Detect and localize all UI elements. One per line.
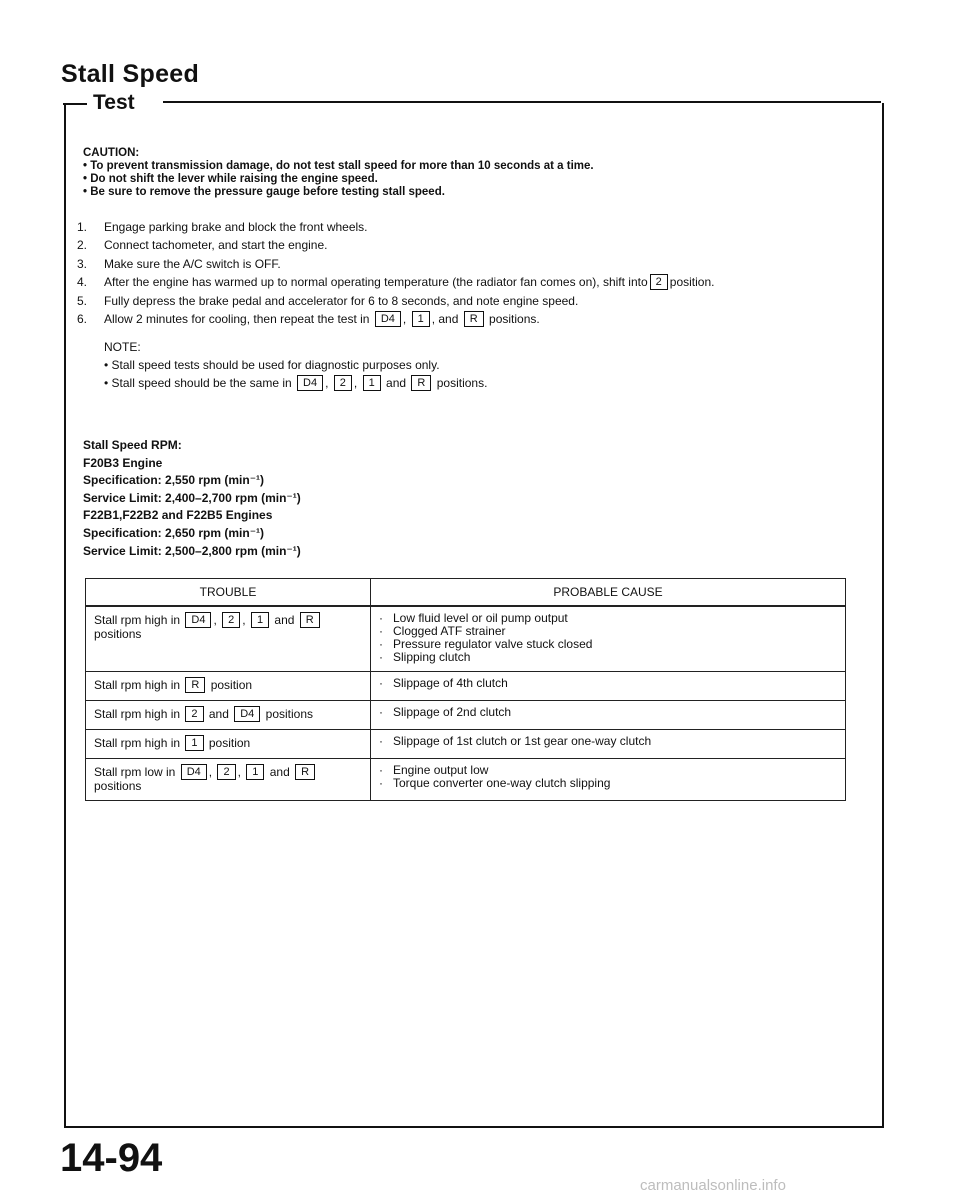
spec-heading: Stall Speed RPM: (83, 438, 182, 452)
step-text: Fully depress the brake pedal and accelerator for 6 to 8 seconds, and note engine speed. (104, 293, 579, 308)
watermark: carmanualsonline.info (640, 1177, 786, 1194)
cause-item: · Engine output low (379, 764, 837, 777)
section-title: Test (93, 91, 135, 114)
step-text-fragment: After the engine has warmed up to normal operating temperature (the radiator fan comes on), shift into (104, 275, 648, 290)
trouble-cell (86, 701, 371, 730)
trouble-text: positions (94, 779, 142, 793)
trouble-text: Stall rpm high in (94, 736, 181, 750)
step-number: 2. (77, 238, 88, 253)
step-text-fragment: position. (669, 275, 715, 290)
trouble-cell (86, 730, 371, 759)
spec-limit: Service Limit: 2,500–2,800 rpm (min⁻¹) (83, 543, 301, 558)
trouble-cell (86, 606, 371, 672)
trouble-text: Stall rpm high in (94, 613, 181, 627)
trouble-text: Stall rpm low in (94, 765, 176, 779)
step-number: 1. (77, 220, 88, 234)
trouble-text: and (208, 707, 229, 721)
note-item: • Stall speed should be the same in D4 , 2 , 1 and R positions. (104, 376, 488, 390)
table-row (86, 701, 846, 730)
caution-heading: CAUTION: (83, 147, 140, 159)
cause-cell (371, 701, 846, 730)
trouble-text: and (274, 613, 295, 627)
trouble-text: , (213, 613, 217, 627)
stall-speed-specs (83, 437, 683, 560)
table-row (86, 759, 846, 801)
step-item (77, 292, 867, 310)
gear-position-key: 1 (185, 735, 203, 751)
table-row (86, 730, 846, 759)
step-text: Make sure the A/C switch is OFF. (104, 256, 281, 271)
gear-position-key: 2 (217, 764, 235, 780)
gear-position-key: R (411, 375, 431, 391)
trouble-text: , (208, 765, 213, 779)
cause-cell (371, 672, 846, 701)
trouble-cell (86, 759, 371, 801)
caution-text: Do not shift the lever while raising the engine speed. (90, 173, 378, 185)
gear-position-key: 1 (251, 612, 269, 628)
note-label: NOTE: (104, 340, 141, 354)
step-text: Engage parking brake and block the front wheels. (104, 220, 368, 234)
step-text (104, 310, 540, 328)
gear-position-key: R (464, 311, 484, 327)
step-number: 6. (77, 312, 88, 327)
gear-position-key: R (300, 612, 320, 628)
gear-position-key: 2 (650, 274, 668, 290)
spec-engine: F22B1,F22B2 and F22B5 Engines (83, 508, 273, 523)
spec-limit: Service Limit: 2,400–2,700 rpm (min⁻¹) (83, 490, 301, 505)
spec-value: Specification: 2,550 rpm (min⁻¹) (83, 473, 265, 488)
trouble-text: , (237, 765, 241, 779)
gear-position-key: 1 (363, 375, 381, 391)
step-text (104, 273, 714, 291)
trouble-text: and (269, 765, 290, 779)
cause-item: · Slipping clutch (379, 651, 837, 664)
caution-item: • Be sure to remove the pressure gauge before testing stall speed. (83, 186, 445, 198)
step-text-fragment: , and (431, 312, 459, 327)
trouble-cell (86, 672, 371, 701)
note-text: , (325, 376, 329, 390)
gear-position-key: D4 (181, 764, 207, 780)
gear-position-key: D4 (375, 311, 401, 327)
cause-item: · Clogged ATF strainer (379, 625, 837, 638)
gear-position-key: R (295, 764, 315, 780)
table-row (86, 606, 846, 672)
column-header-cause: PROBABLE CAUSE (371, 579, 846, 607)
step-text: Connect tachometer, and start the engine. (104, 238, 328, 253)
trouble-text: position (210, 678, 253, 692)
trouble-text: Stall rpm high in (94, 707, 181, 721)
gear-position-key: D4 (234, 706, 260, 722)
table-row (86, 672, 846, 701)
page-number: 14-94 (60, 1136, 163, 1180)
spec-engine: F20B3 Engine (83, 455, 163, 470)
step-item (77, 310, 867, 328)
column-header-trouble: TROUBLE (86, 579, 371, 607)
cause-cell (371, 730, 846, 759)
cause-item: · Slippage of 2nd clutch (379, 706, 837, 719)
gear-position-key: 1 (412, 311, 430, 327)
note-text: Stall speed should be the same in (111, 376, 292, 390)
trouble-text: positions (94, 627, 142, 641)
note-text: Stall speed tests should be used for diagnostic purposes only. (111, 358, 440, 372)
cause-item: · Torque converter one-way clutch slipping (379, 777, 837, 790)
step-number: 4. (77, 275, 88, 290)
trouble-text: Stall rpm high in (94, 678, 181, 692)
gear-position-key: 2 (222, 612, 240, 628)
caution-text: Be sure to remove the pressure gauge before testing stall speed. (90, 186, 445, 198)
gear-position-key: 2 (334, 375, 352, 391)
step-text-fragment: , (402, 312, 407, 327)
cause-item: · Pressure regulator valve stuck closed (379, 638, 837, 651)
step-text-fragment: positions. (489, 312, 540, 327)
step-item (77, 236, 867, 254)
troubleshooting-table (85, 578, 846, 801)
step-item (77, 218, 867, 236)
procedure-steps (77, 218, 867, 328)
note-text: and (386, 376, 407, 390)
gear-position-key: D4 (297, 375, 323, 391)
cause-item: · Slippage of 4th clutch (379, 677, 837, 690)
step-item (77, 255, 867, 273)
note-block (104, 338, 804, 392)
note-text: positions. (436, 376, 488, 390)
caution-text: To prevent transmission damage, do not test stall speed for more than 10 seconds at a time. (90, 160, 594, 172)
cause-cell (371, 759, 846, 801)
page-title: Stall Speed (61, 60, 200, 88)
step-number: 5. (77, 293, 88, 308)
gear-position-key: D4 (185, 612, 211, 628)
gear-position-key: 1 (246, 764, 264, 780)
caution-item: • To prevent transmission damage, do not test stall speed for more than 10 seconds at a time. (83, 160, 594, 172)
step-text-fragment: Allow 2 minutes for cooling, then repeat the test in (104, 312, 370, 327)
cause-item: · Low fluid level or oil pump output (379, 612, 837, 625)
gear-position-key: R (185, 677, 205, 693)
note-item: • Stall speed tests should be used for diagnostic purposes only. (104, 358, 440, 372)
spec-value: Specification: 2,650 rpm (min⁻¹) (83, 525, 265, 540)
trouble-text: positions (265, 707, 314, 721)
cause-item: · Slippage of 1st clutch or 1st gear one-way clutch (379, 735, 837, 748)
table-header-row (86, 579, 846, 607)
trouble-text: position (208, 736, 251, 750)
caution-block (83, 147, 883, 199)
gear-position-key: 2 (185, 706, 203, 722)
step-number: 3. (77, 256, 88, 271)
caution-item: • Do not shift the lever while raising the engine speed. (83, 173, 378, 185)
note-text: , (353, 376, 358, 390)
trouble-text: , (242, 613, 246, 627)
step-item (77, 273, 867, 291)
cause-cell (371, 606, 846, 672)
